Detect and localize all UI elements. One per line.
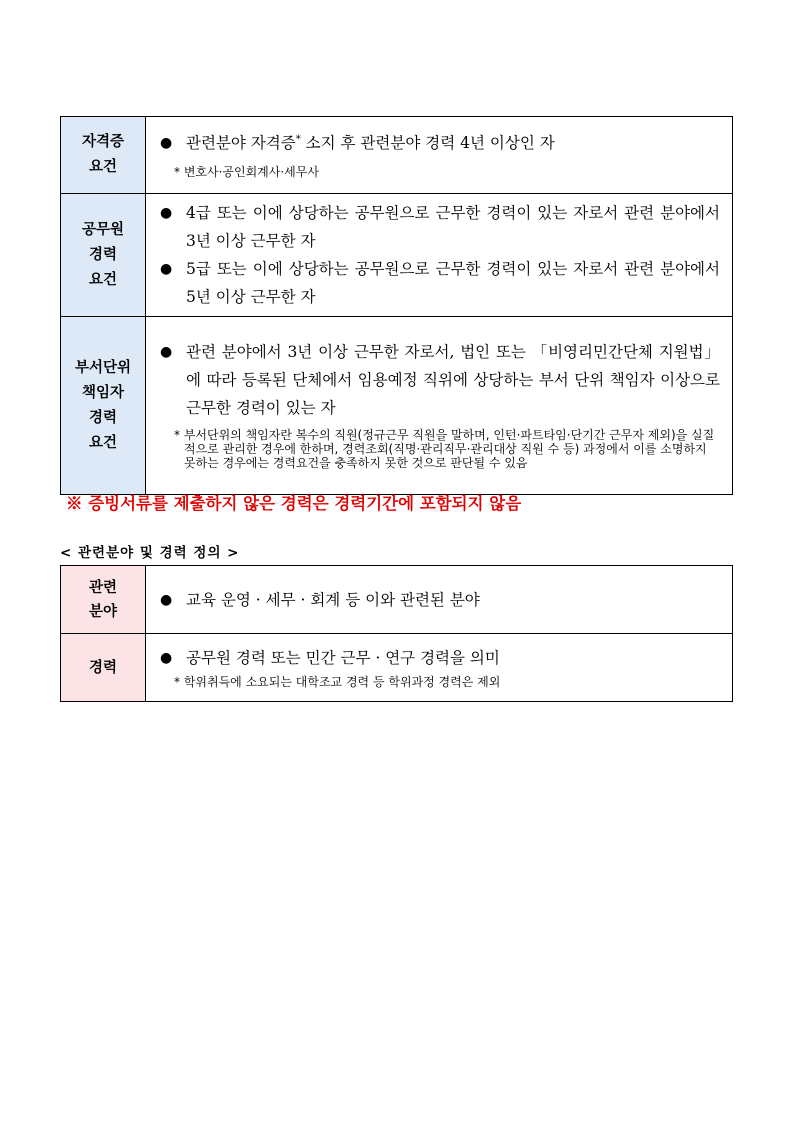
row-body — [146, 566, 733, 634]
footnote: * 학위취득에 소요되는 대학조교 경력 등 학위과정 경력은 제외 — [174, 674, 501, 689]
footnote: * 변호사·공인회계사·세무사 — [174, 164, 319, 179]
bullet-icon: ● — [160, 591, 173, 608]
table-row — [61, 634, 733, 702]
qualification-table — [60, 116, 733, 495]
footnote: * 부서단위의 책임자란 복수의 직원(정규근무 직원을 말하며, 인턴·파트타임·단기간 근무자 제외)을 실질적으로 관리한 경우에 한하며, 경력조회(직명·관리직무·관리대상 직원 수 등) 과정에서 이를 소명하지 못하는 경우에는 경력요건을 충족하지 못한 것으로 판단될 수 있음 — [174, 428, 715, 470]
section-title: < 관련분야 및 경력 정의 > — [60, 545, 240, 561]
row-body — [146, 317, 733, 495]
table-row — [61, 317, 733, 495]
row-body — [146, 634, 733, 702]
list-item: ● 관련분야 자격증* 소지 후 관련분야 경력 4년 이상인 자 — [158, 129, 720, 157]
definition-table — [60, 565, 733, 702]
row-header: 경력 — [61, 634, 146, 702]
list-item: ● 4급 또는 이에 상당하는 공무원으로 근무한 경력이 있는 자로서 관련 분야에서 3년 이상 근무한 자 — [158, 199, 720, 255]
bullet-icon: ● — [160, 205, 173, 221]
row-body — [146, 117, 733, 194]
bullet-icon: ● — [160, 134, 173, 151]
table-row — [61, 194, 733, 317]
list-item: ● 관련 분야에서 3년 이상 근무한 자로서, 법인 또는 「비영리민간단체 지원법」에 따라 등록된 단체에서 임용예정 직위에 상당하는 부서 단위 책임자 이상으로 근무한 경력이 있는 자 — [158, 338, 720, 422]
table-row — [61, 117, 733, 194]
list-item: ● 5급 또는 이에 상당하는 공무원으로 근무한 경력이 있는 자로서 관련 분야에서 5년 이상 근무한 자 — [158, 255, 720, 311]
row-header: 부서단위 책임자 경력 요건 — [61, 317, 146, 495]
row-header: 관련 분야 — [61, 566, 146, 634]
row-body — [146, 194, 733, 317]
list-item: ● 교육 운영 · 세무 · 회계 등 이와 관련된 분야 — [158, 586, 720, 614]
table-row — [61, 566, 733, 634]
bullet-icon: ● — [160, 344, 173, 360]
bullet-icon: ● — [160, 261, 173, 277]
row-header: 공무원 경력 요건 — [61, 194, 146, 317]
bullet-icon: ● — [160, 649, 173, 666]
row-header: 자격증 요건 — [61, 117, 146, 194]
warning-notice: ※ 증빙서류를 제출하지 않은 경력은 경력기간에 포함되지 않음 — [66, 494, 522, 513]
list-item: ● 공무원 경력 또는 민간 근무 · 연구 경력을 의미 — [158, 644, 720, 672]
